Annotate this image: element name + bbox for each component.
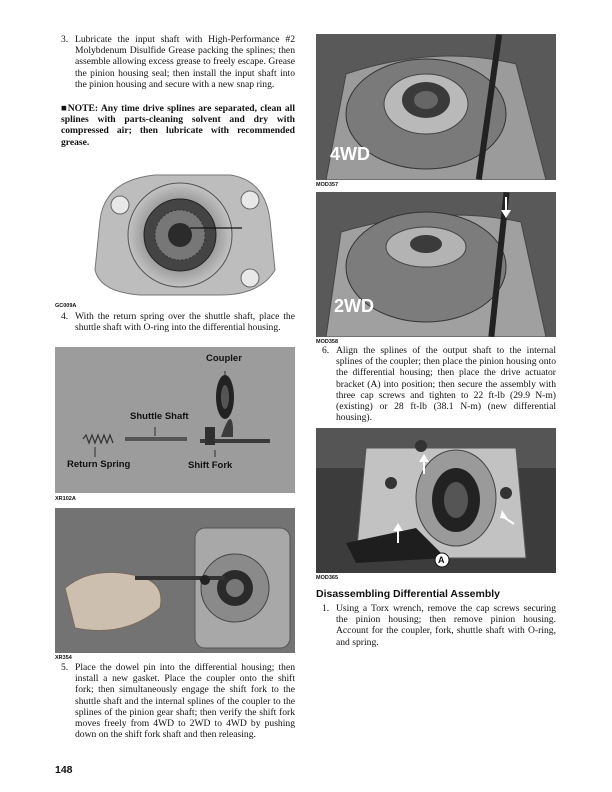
shuttle-parts-photo — [55, 347, 295, 493]
mode-overlay: 4WD — [330, 144, 370, 164]
mode-overlay: 2WD — [334, 296, 374, 316]
figure-caption: XR102A — [55, 496, 76, 502]
step-6 — [322, 345, 556, 423]
section-heading: Disassembling Differential Assembly — [316, 588, 501, 600]
step-number: 1. — [322, 603, 330, 614]
step-number: 5. — [61, 662, 69, 673]
installing-coupler-photo — [55, 508, 295, 653]
step-text: Lubricate the input shaft with High-Performance #2 Molybdenum Disulfide Grease packing the splines; then assemble allowing excess grease to freely escape. Grease the pinion housing seal; then install the input shaft into the pinion housing and secure with a new snap ring. — [75, 34, 295, 90]
step-text: Place the dowel pin into the differential housing; then install a new gasket. Place the coupler onto the shift fork; then simultaneously engage the shift fork to the shuttle shaft and the internal splines of the coupler to the splines of the pinion gear shaft; then verify the shift fork moves freely from 4WD to 2WD to 4WD by pushing down on the shift fork shaft and then releasing. — [75, 662, 295, 741]
shuttle-shaft-label: Shuttle Shaft — [130, 411, 189, 422]
step-number: 3. — [61, 34, 69, 45]
step-1 — [322, 603, 556, 648]
page-number: 148 — [55, 764, 73, 776]
step-4 — [61, 311, 295, 333]
shift-fork-label: Shift Fork — [188, 460, 233, 471]
note-marker: ■ — [61, 103, 68, 114]
note-text: NOTE: Any time drive splines are separated, clean all splines with parts-cleaning solvent and dry with compressed air; then lubricate with recommended grease. — [61, 103, 296, 148]
note — [61, 103, 295, 148]
step-text: With the return spring over the shuttle shaft, place the shuttle shaft with O-ring into the differential housing. — [75, 311, 295, 334]
step-number: 6. — [322, 345, 330, 356]
step-number: 4. — [61, 311, 69, 322]
step-text: Using a Torx wrench, remove the cap screws securing the pinion housing; then remove pinion housing. Account for the coupler, fork, shuttle shaft with O-ring, and spring. — [336, 603, 556, 648]
coupler-2wd-photo — [316, 192, 556, 337]
pinion-housing-installed-photo — [316, 428, 556, 573]
coupler-label: Coupler — [206, 353, 242, 364]
pinion-housing-photo — [60, 160, 294, 302]
coupler-4wd-photo — [316, 34, 556, 180]
figure-caption: MOD365 — [316, 575, 339, 581]
figure-caption: GC009A — [55, 303, 77, 309]
step-3 — [61, 34, 295, 90]
figure-caption: XR354 — [55, 655, 72, 661]
return-spring-label: Return Spring — [67, 459, 131, 470]
figure-caption: MOD357 — [316, 182, 339, 188]
figure-caption: MOD358 — [316, 339, 339, 345]
step-5 — [61, 662, 295, 740]
step-text: Align the splines of the output shaft to the internal splines of the coupler; then place the pinion housing onto the differential housing; then place the drive actuator bracket (A) into position; then secure the assembly with three cap screws and tighten to 22 ft-lb (29.9 N-m) (existing) or 28 ft-lb (38.1 N-m) (new differential housing). — [336, 345, 556, 424]
callout-a: A — [438, 555, 445, 565]
